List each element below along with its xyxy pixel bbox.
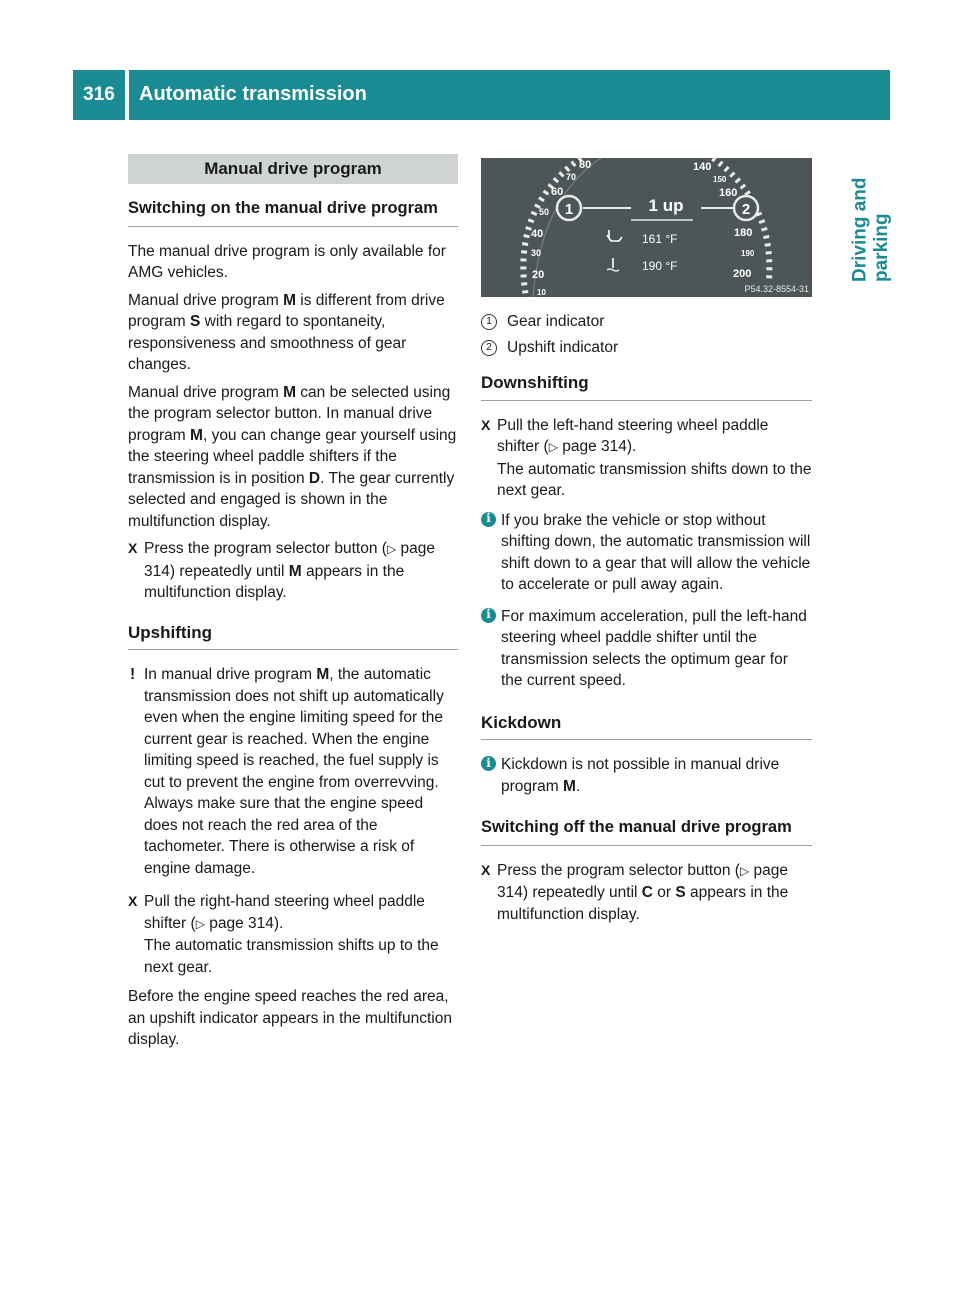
legend-gear-indicator: 1 Gear indicator <box>481 311 812 333</box>
tick-40: 40 <box>531 228 544 240</box>
tick-150: 150 <box>713 175 727 184</box>
section-side-label: Driving and parking <box>849 177 892 282</box>
header-divider <box>125 70 129 120</box>
callout-2: 2 <box>741 201 751 218</box>
step-bullet-icon: X <box>128 540 138 556</box>
figure-code: P54.32-8554-31 <box>744 284 809 294</box>
multifunction-display-figure <box>481 158 812 297</box>
tick-180: 180 <box>734 227 753 239</box>
paragraph-program-difference: Manual drive program M is different from drive program S with regard to spontaneity, responsiveness and smoothness of gear changes. <box>128 291 445 373</box>
display-illustration <box>481 158 812 297</box>
tick-30: 30 <box>531 248 542 258</box>
info-icon: i <box>481 756 496 771</box>
heading-switch-off: Switching off the manual drive program <box>481 817 812 846</box>
legend-upshift-indicator: 2 Upshift indicator <box>481 337 812 359</box>
heading-upshifting: Upshifting <box>128 622 458 651</box>
tick-160: 160 <box>719 187 738 199</box>
legend-number-1: 1 <box>481 314 497 330</box>
step-bullet-icon: X <box>128 893 138 909</box>
tick-200: 200 <box>733 268 752 280</box>
heading-downshifting: Downshifting <box>481 372 812 401</box>
info-note-brake: i If you brake the vehicle or stop without shifting down, the automatic transmission will shift down to a gear that will allow the vehicle to accelerate or pull away again. <box>481 510 812 596</box>
chapter-title: Automatic transmission <box>139 83 367 106</box>
tick-50: 50 <box>539 207 550 217</box>
left-column <box>128 150 458 1057</box>
right-column <box>481 154 812 933</box>
tick-140: 140 <box>693 161 712 173</box>
step-press-selector: X Press the program selector button (▷ page 314) repeatedly until M appears in the multifunction display. <box>128 540 435 601</box>
step-pull-right-paddle: X Pull the right-hand steering wheel paddle shifter (▷ page 314). The automatic transmission shifts up to the next gear. <box>128 893 439 976</box>
step-pull-left-paddle: X Pull the left-hand steering wheel paddle shifter (▷ page 314). The automatic transmission shifts down to the next gear. <box>481 416 812 499</box>
legend-number-2: 2 <box>481 340 497 356</box>
callout-1: 1 <box>564 201 574 218</box>
info-note-acceleration: i For maximum acceleration, pull the left-hand steering wheel paddle shifter until the transmission selects the optimum gear for the current speed. <box>481 606 812 692</box>
info-note-kickdown: i Kickdown is not possible in manual drive program M. <box>481 754 812 797</box>
paragraph-upshift-indicator: Before the engine speed reaches the red area, an upshift indicator appears in the multifunction display. <box>128 988 452 1048</box>
tick-60: 60 <box>551 186 564 198</box>
paragraph-program-selection: Manual drive program M can be selected using the program selector button. In manual drive program M, you can change gear yourself using the steering wheel paddle shifters if the transmission is in position D. The gear currently selected and engaged is shown in the multifunction display. <box>128 383 457 530</box>
tick-70: 70 <box>566 172 577 182</box>
page-ref-icon: ▷ <box>739 863 750 878</box>
step-bullet-icon: X <box>481 416 491 433</box>
tick-190: 190 <box>741 249 755 258</box>
tick-10: 10 <box>537 288 546 297</box>
tick-20: 20 <box>532 269 545 281</box>
warning-note: ! In manual drive program M, the automatic transmission does not shift up automatically even when the engine limiting speed for the current gear is reached. When the engine limiting speed is reached, the fuel supply is cut to prevent the engine from overrevving. Always make sure that the engine speed does not reach the red area of the tachometer. There is otherwise a risk of engine damage. <box>130 666 444 877</box>
info-icon: i <box>481 512 496 527</box>
transmission-oil-temp: 161 °F <box>642 232 678 246</box>
heading-kickdown: Kickdown <box>481 712 812 741</box>
coolant-temp: 190 °F <box>642 259 678 273</box>
page-ref-icon: ▷ <box>386 542 397 556</box>
page-number: 316 <box>83 84 115 106</box>
step-bullet-icon: X <box>481 861 491 878</box>
heading-switch-on: Switching on the manual drive program <box>128 198 458 227</box>
gear-indicator-text: 1 up <box>648 196 684 215</box>
step-switch-off: X Press the program selector button (▷ page 314) repeatedly until C or S appears in the multifunction display. <box>481 861 789 923</box>
page-ref-icon: ▷ <box>548 440 558 454</box>
page-ref-icon: ▷ <box>195 916 205 931</box>
paragraph-availability: The manual drive program is only available for AMG vehicles. <box>128 242 446 281</box>
section-title: Manual drive program <box>128 154 458 184</box>
info-icon: i <box>481 608 496 623</box>
tick-80: 80 <box>579 159 592 171</box>
page-header <box>73 70 890 120</box>
warning-icon: ! <box>130 666 136 683</box>
